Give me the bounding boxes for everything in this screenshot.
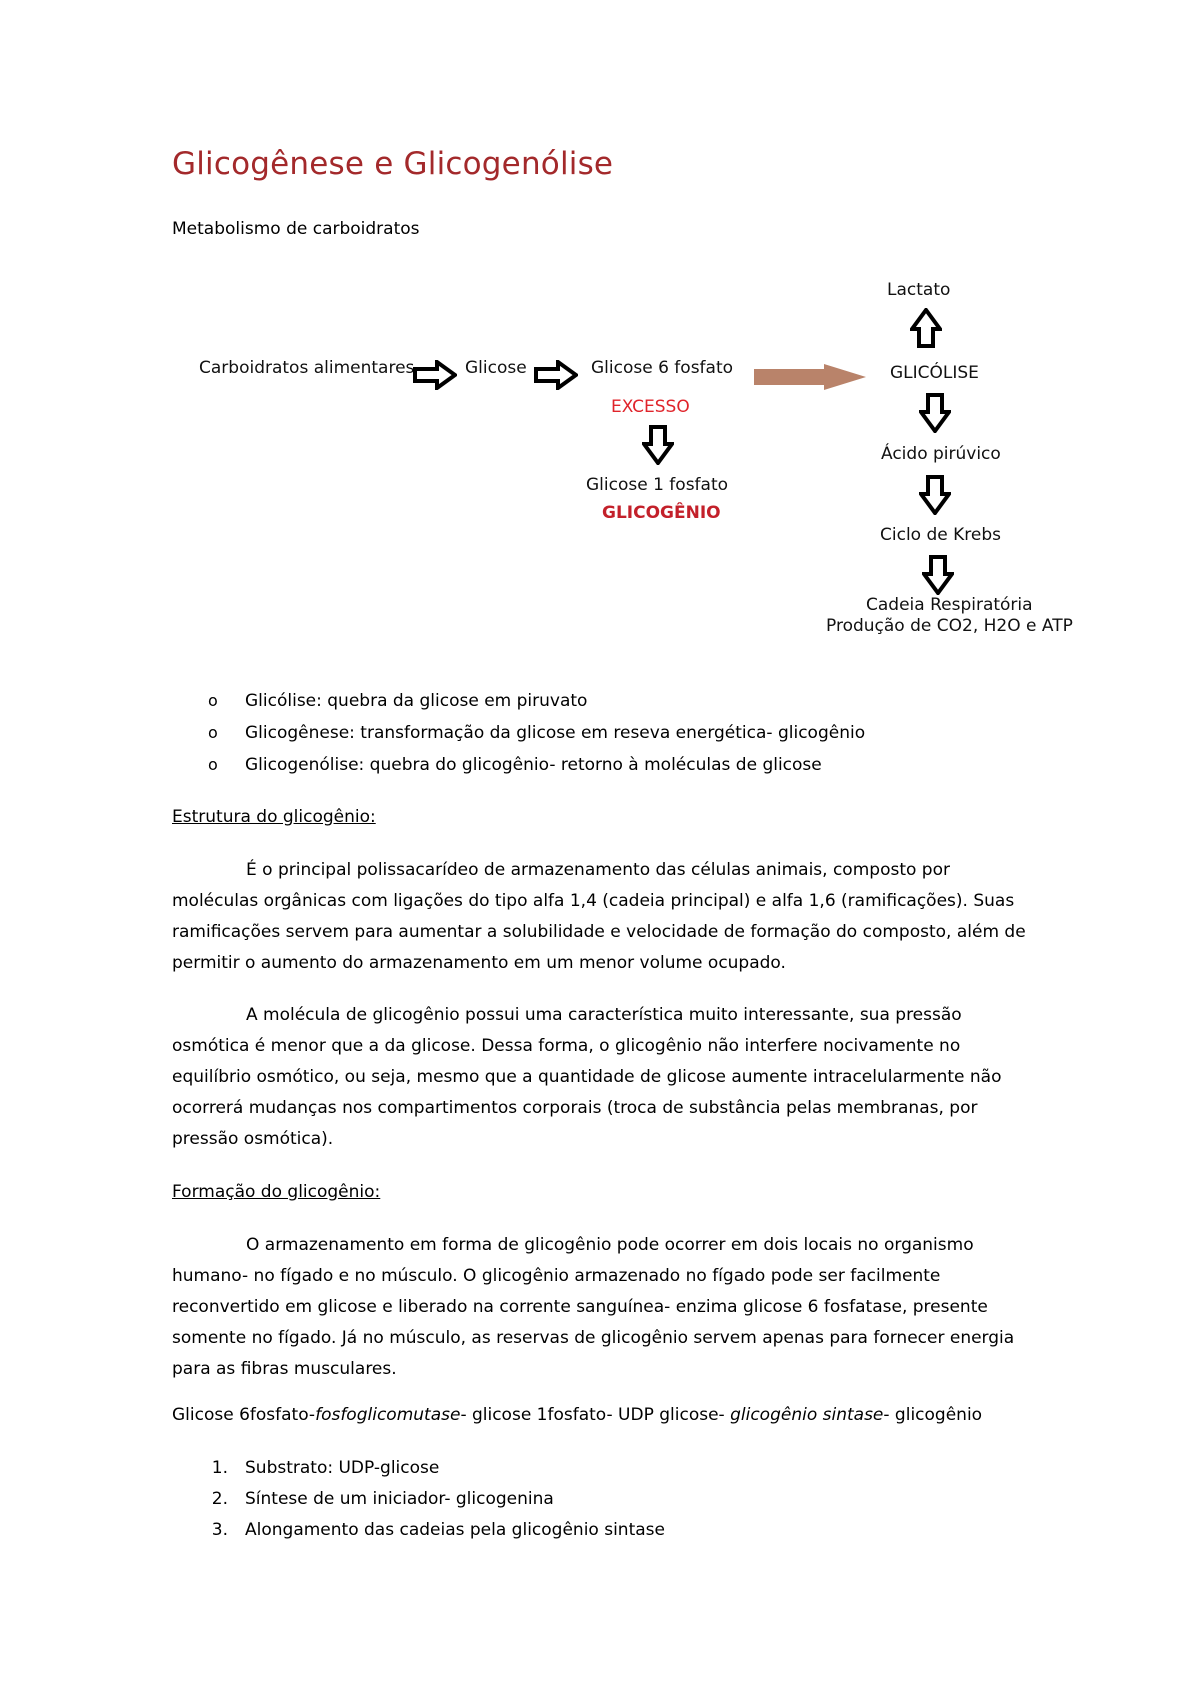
list-item bbox=[208, 749, 865, 781]
label-glicose-6-fosfato: Glicose 6 fosfato bbox=[591, 358, 734, 378]
list-number: 2. bbox=[211, 1489, 228, 1509]
list-item bbox=[208, 685, 865, 717]
section-heading-formacao: Formação do glicogênio: bbox=[172, 1182, 381, 1202]
list-number: 3. bbox=[211, 1520, 228, 1540]
right-arrow-icon bbox=[534, 360, 578, 390]
list-item-text: Glicólise: quebra da glicose em piruvato bbox=[245, 691, 588, 711]
label-lactato: Lactato bbox=[887, 280, 951, 300]
label-producao: Produção de CO2, H2O e ATP bbox=[826, 616, 1073, 636]
list-item-text: Glicogênese: transformação da glicose em reseva energética- glicogênio bbox=[245, 723, 866, 743]
formula-enzyme: fosfoglicomutase bbox=[315, 1405, 461, 1425]
definition-list bbox=[208, 685, 865, 781]
label-glicose-1-fosfato: Glicose 1 fosfato bbox=[586, 475, 729, 495]
formula-part: - glicogênio bbox=[883, 1405, 983, 1425]
bullet-mark: o bbox=[208, 723, 218, 742]
list-item bbox=[172, 1453, 665, 1484]
subtitle: Metabolismo de carboidratos bbox=[172, 219, 420, 239]
list-item-text: Glicogenólise: quebra do glicogênio- retorno à moléculas de glicose bbox=[245, 755, 822, 775]
bullet-mark: o bbox=[208, 691, 218, 710]
label-cadeia-respiratoria: Cadeia Respiratória bbox=[866, 595, 1033, 615]
label-ciclo-krebs: Ciclo de Krebs bbox=[880, 525, 1001, 545]
page-title: Glicogênese e Glicogenólise bbox=[172, 146, 614, 182]
right-arrow-icon bbox=[413, 360, 457, 390]
down-arrow-icon bbox=[642, 425, 674, 465]
down-arrow-icon bbox=[922, 555, 954, 595]
down-arrow-icon bbox=[919, 393, 951, 433]
steps-list bbox=[172, 1453, 665, 1546]
up-arrow-icon bbox=[910, 308, 942, 348]
list-item-text: Substrato: UDP-glicose bbox=[245, 1458, 440, 1478]
list-item bbox=[172, 1484, 665, 1515]
list-item-text: Síntese de um iniciador- glicogenina bbox=[245, 1489, 554, 1509]
formula-enzyme: glicogênio sintase bbox=[730, 1405, 884, 1425]
list-number: 1. bbox=[211, 1458, 228, 1478]
label-carboidratos: Carboidratos alimentares bbox=[199, 358, 415, 378]
brown-right-arrow-icon bbox=[752, 362, 868, 392]
label-acido-piruvico: Ácido pirúvico bbox=[881, 444, 1001, 464]
formula-part: Glicose 6fosfato- bbox=[172, 1405, 316, 1425]
metabolism-diagram bbox=[0, 260, 1200, 650]
formula-part: - glicose 1fosfato- UDP glicose- bbox=[460, 1405, 725, 1425]
label-excesso: EXCESSO bbox=[611, 397, 690, 417]
down-arrow-icon bbox=[919, 475, 951, 515]
label-glicose: Glicose bbox=[465, 358, 527, 378]
list-item bbox=[208, 717, 865, 749]
paragraph: É o principal polissacarídeo de armazenamento das células animais, composto por moléculas orgânicas com ligações do tipo alfa 1,4 (cadeia principal) e alfa 1,6 (ramificações). Suas ramificações servem para aumentar a solubilidade e velocidade de formação do composto, além de permitir o aumento do armazenamento em um menor volume ocupado. bbox=[172, 860, 1026, 973]
list-item bbox=[172, 1515, 665, 1546]
label-glicolise: GLICÓLISE bbox=[890, 363, 979, 383]
list-item-text: Alongamento das cadeias pela glicogênio sintase bbox=[245, 1520, 665, 1540]
bullet-mark: o bbox=[208, 755, 218, 774]
reaction-formula bbox=[172, 1405, 982, 1425]
paragraph: O armazenamento em forma de glicogênio pode ocorrer em dois locais no organismo humano- no fígado e no músculo. O glicogênio armazenado no fígado pode ser facilmente reconvertido em glicose e liberado na corrente sanguínea- enzima glicose 6 fosfatase, presente somente no fígado. Já no músculo, as reservas de glicogênio servem apenas para fornecer energia para as fibras musculares. bbox=[172, 1235, 1015, 1379]
label-glicogenio: GLICOGÊNIO bbox=[602, 503, 721, 523]
paragraph: A molécula de glicogênio possui uma característica muito interessante, sua pressão osmótica é menor que a da glicose. Dessa forma, o glicogênio não interfere nocivamente no equilíbrio osmótico, ou seja, mesmo que a quantidade de glicose aumente intracelularmente não ocorrerá mudanças nos compartimentos corporais (troca de substância pelas membranas, por pressão osmótica). bbox=[172, 1005, 1002, 1149]
section-heading-estrutura: Estrutura do glicogênio: bbox=[172, 807, 376, 827]
